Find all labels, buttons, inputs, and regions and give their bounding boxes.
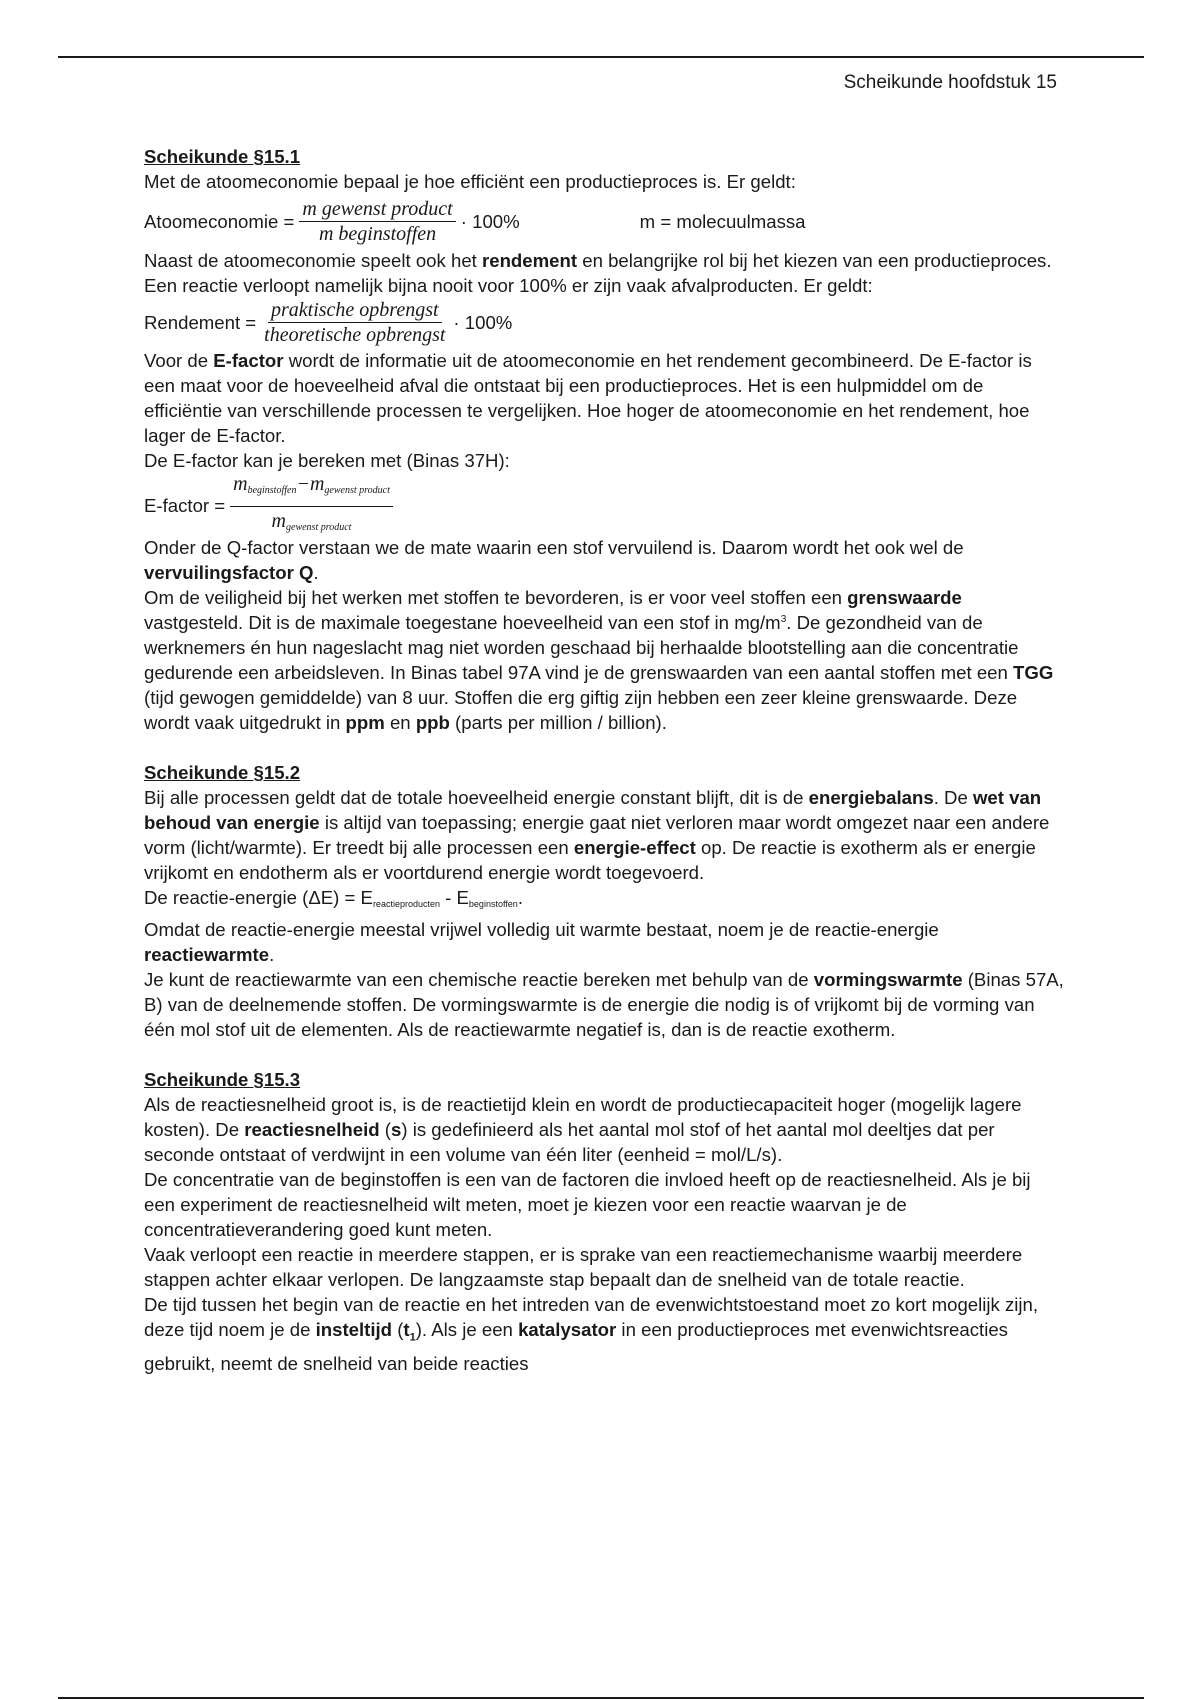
section-gap bbox=[144, 735, 1064, 760]
reactiesnelheid-paragraph: Als de reactiesnelheid groot is, is de reactietijd klein en wordt de productiecapaciteit hoger (mogelijk lagere kosten). De reactiesnelheid (s) is gedefinieerd als het aantal mol stof of het aantal mol deeltjes dat per seconde ontstaat of verdwijnt in een volume van één liter (eenheid = mol/L/s). bbox=[144, 1094, 1022, 1165]
formula-label: Atoomeconomie = bbox=[144, 210, 295, 232]
formula-factor: · 100% bbox=[453, 311, 513, 333]
section-gap bbox=[144, 1042, 1064, 1067]
page-content bbox=[144, 144, 1064, 1376]
reactie-energie-paragraph: De reactie-energie $(\Delta E) = E_{reactieproducten} - E_{beginstoffen}$. bbox=[144, 887, 523, 909]
energiebalans-paragraph: Bij alle processen geldt dat de totale hoeveelheid energie constant blijft, dit is de energiebalans. De wet van behoud van energie is altijd van toepassing; energie gaat niet verloren maar wordt omgezet naar een andere vorm (licht/warmte). Er treedt bij alle processen een energie-effect op. De reactie is exotherm als er energie vrijkomt en endotherm als er voortdurend energie wordt toegevoerd. bbox=[144, 787, 1050, 883]
bottom-rule bbox=[58, 1697, 1144, 1699]
molecuulmassa-note: m = molecuulmassa bbox=[639, 210, 806, 232]
atoom-economie-formula bbox=[144, 194, 1064, 248]
formula-factor: · 100% bbox=[460, 210, 520, 232]
denominator: m beginstoffen bbox=[318, 222, 437, 245]
rendement-formula bbox=[144, 296, 1064, 348]
formula-label: Rendement = bbox=[144, 311, 257, 333]
insteltijd-paragraph: De tijd tussen het begin van de reactie en het intreden van de evenwichtstoestand moet zo kort mogelijk zijn, deze tijd noem je de insteltijd $(t_1)$. Als je een katalysator in een productieproces met evenwichtsreacties gebruikt, neemt de snelheid van beide reacties bbox=[144, 1294, 1039, 1374]
binas-paragraph: De E-factor kan je bereken met (Binas 37H): bbox=[144, 450, 510, 471]
numerator: $m_{beginstoffen}-m_{gewenst product}$ bbox=[230, 469, 393, 507]
efactor-formula bbox=[144, 472, 1064, 535]
fraction bbox=[299, 197, 455, 246]
section-heading-15-1: Scheikunde §15.1 bbox=[144, 146, 301, 167]
denominator: $m_{gewenst product}$ bbox=[271, 509, 352, 533]
rendement-paragraph: Naast de atoomeconomie speelt ook het rendement en belangrijke rol bij het kiezen van een productieproces. Een reactie verloopt namelijk bijna nooit voor 100% er zijn vaak afvalproducten. Er geldt: bbox=[144, 250, 1052, 296]
concentratie-paragraph: De concentratie van de beginstoffen is een van de factoren die invloed heeft op de reactiesnelheid. Als je bij een experiment de reactiesnelheid wilt meten, moet je kiezen voor een reactie waarvan je de concentratieverandering goed kunt meten. bbox=[144, 1169, 1031, 1240]
reactiemechanisme-paragraph: Vaak verloopt een reactie in meerdere stappen, er is sprake van een reactiemechanisme waarbij meerdere stappen achter elkaar verlopen. De langzaamste stap bepaalt dan de snelheid van de totale reactie. bbox=[144, 1244, 1023, 1290]
vormingswarmte-paragraph: Je kunt de reactiewarmte van een chemische reactie bereken met behulp van de vormingswarmte (Binas 57A, B) van de deelnemende stoffen. De vormingswarmte is de energie die nodig is of vrijkomt bij de vorming van één mol stof uit de elementen. Als de reactiewarmte negatief is, dan is de reactie exotherm. bbox=[144, 969, 1064, 1040]
fraction bbox=[230, 469, 393, 542]
section-heading-15-2: Scheikunde §15.2 bbox=[144, 762, 301, 783]
efactor-paragraph: Voor de E-factor wordt de informatie uit de atoomeconomie en het rendement gecombineerd. De E-factor is een maat voor de hoeveelheid afval die ontstaat bij een productieproces. Het is een hulpmiddel om de efficiëntie van verschillende processen te vergelijken. Hoe hoger de atoomeconomie en het rendement, hoe lager de E-factor. bbox=[144, 350, 1032, 446]
reactiewarmte-paragraph: Omdat de reactie-energie meestal vrijwel volledig uit warmte bestaat, noem je de reactie-energie reactiewarmte. bbox=[144, 919, 939, 965]
running-header: Scheikunde hoofdstuk 15 bbox=[843, 72, 1057, 93]
grenswaarde-paragraph: Om de veiligheid bij het werken met stoffen te bevorderen, is er voor veel stoffen een grenswaarde vastgesteld. Dit is de maximale toegestane hoeveelheid van een stof in $mg/m^3$. De gezondheid van de werknemers én hun nageslacht mag niet worden geschaad bij herhaalde blootstelling aan die concentratie gedurende een arbeidsleven. In Binas tabel 97A vind je de grenswaarden van een aantal stoffen met een TGG (tijd gewogen gemiddelde) van 8 uur. Stoffen die erg giftig zijn hebben een zeer kleine grenswaarde. Deze wordt vaak uitgedrukt in ppm en ppb (parts per million / billion). bbox=[144, 587, 1054, 733]
fraction bbox=[261, 298, 448, 347]
top-rule bbox=[58, 56, 1144, 58]
q-factor-paragraph: Onder de Q-factor verstaan we de mate waarin een stof vervuilend is. Daarom wordt het ook wel de vervuilingsfactor Q. bbox=[144, 537, 964, 583]
numerator: praktische opbrengst bbox=[268, 298, 442, 323]
formula-label: E-factor = bbox=[144, 494, 226, 516]
section-heading-15-3: Scheikunde §15.3 bbox=[144, 1069, 301, 1090]
numerator: m gewenst product bbox=[299, 197, 455, 222]
denominator: theoretische opbrengst bbox=[264, 323, 446, 346]
intro-paragraph: Met de atoomeconomie bepaal je hoe efficiënt een productieproces is. Er geldt: bbox=[144, 171, 796, 192]
